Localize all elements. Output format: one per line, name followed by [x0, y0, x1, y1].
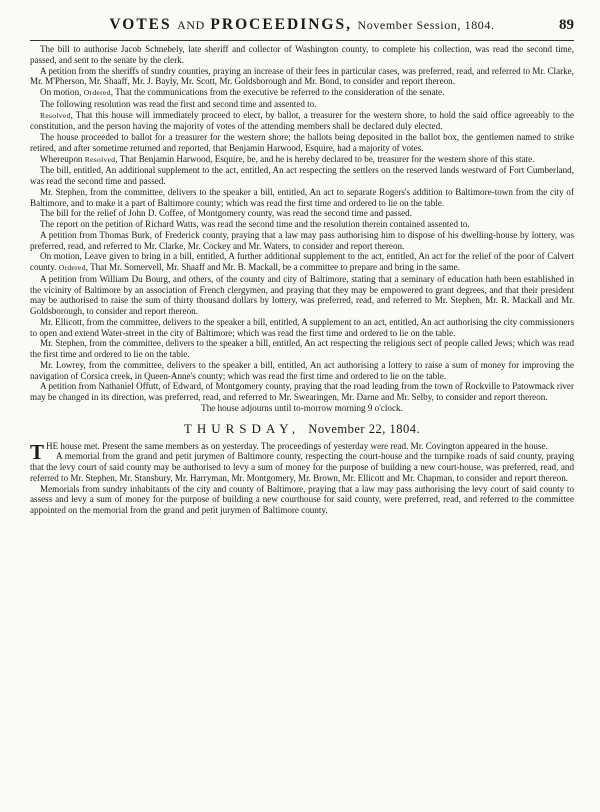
running-title-and: AND	[177, 18, 205, 32]
paragraph-ordered	[30, 87, 574, 99]
paragraph-resolved	[30, 110, 574, 133]
paragraph: A petition from the sheriffs of sundry counties, praying an increase of their fees in particular cases, was preferred, read, and referred to Mr. Clarke, Mr. M'Pherson, Mr. Shaaff, Mr. J. Bayly, Mr. Scott, Mr. Goldsborough and Mr. Bond, to consider and report thereon.	[30, 65, 574, 87]
text: HE house met. Present the same members as on yesterday. The proceedings of yesterday were read. Mr. Covington appeared in the house.	[46, 440, 548, 451]
paragraph: A petition from Thomas Burk, of Frederick county, praying that a law may pass authorising him to dispose of his dwelling-house by lottery, was preferred, read, and referred to Mr. Clarke, Mr. Cockey and Mr. Waters, to consider and report thereon.	[30, 229, 574, 251]
paragraph-house-met	[30, 439, 574, 464]
adjournment-line: The house adjourns until to-morrow morning 9 o'clock.	[201, 402, 403, 413]
paragraph: The bill, entitled, An additional supplement to the act, entitled, An act respecting the settlers on the reserved lands westward of Fort Cumberland, was read the second time and passed.	[30, 165, 574, 186]
paragraph: The following resolution was read the first and second time and assented to.	[40, 98, 317, 109]
resolved-word: Resolved	[84, 154, 116, 164]
day-name: THURSDAY,	[183, 420, 301, 436]
drop-cap: T	[30, 439, 45, 464]
paragraph: A petition from Nathaniel Offutt, of Edward, of Montgomery county, praying that the road leading from the town of Rockville to Patowmack river may be changed in its direction, was preferred, read, and referred to Mr. Swearingen, Mr. Darne and Mr. Selby, to consider and report thereon.	[30, 381, 574, 402]
paragraph: A petition from William Du Bourg, and others, of the county and city of Baltimore, stating that a seminary of education hath been established in the vicinity of Baltimore by an association of French clergymen, and praying that they may be empowered to grant degrees, and that their president may be authorised to raise the sum of thirty thousand dollars by lottery, was preferred, read, and referred to Mr. Stephen, Mr. R. Mackall and Mr. Goldsborough, to consider and report thereon.	[30, 273, 574, 316]
paragraph: Mr. Stephen, from the committee, delivers to the speaker a bill, entitled, An act respecting the religious sect of people called Jews; which was read the first time and ordered to lie on the table.	[30, 338, 574, 359]
paragraph: Memorials from sundry inhabitants of the city and county of Baltimore, praying that a law may pass authorising the levy court of said county to assess and levy a sum of money for the purpose of building a new courthouse for said county, were preferred, read, and referred to the committee appointed on the memorial from the grand and petit jurymen of Baltimore county.	[30, 483, 574, 515]
running-title-session: November Session, 1804.	[357, 18, 495, 32]
paragraph: The bill to authorise Jacob Schnebely, late sheriff and collector of Washington county, to complete his collection, was read the second time, passed, and sent to the senate by the clerk.	[30, 44, 574, 65]
day-date: November 22, 1804.	[308, 421, 421, 436]
text: , That this house will immediately proceed to elect, by ballot, a treasurer for the western shore, to hold the said office agreeably to the constitution, and the person having the majority of votes of the attending members shall be declared duly elected.	[30, 109, 574, 132]
text: , That Benjamin Harwood, Esquire, be, and he is hereby declared to be, treasurer for the western shore of this state.	[115, 153, 535, 164]
paragraph-whereupon	[30, 154, 574, 166]
text: On motion, Leave given to bring in a bill, entitled, A further additional supplement to the act, entitled, An act for the relief of the poor of Calvert county.	[30, 251, 574, 272]
running-header	[30, 10, 574, 41]
paragraph: Mr. Lowrey, from the committee, delivers to the speaker a bill, entitled, An act authorising a lottery to raise a sum of money for improving the navigation of Corsica creek, in Queen-Anne's county; which was read the first time and ordered to lie on the table.	[30, 359, 574, 381]
running-title-votes: VOTES	[109, 16, 172, 33]
paragraph: The house proceeded to ballot for a treasurer for the western shore; the ballots being deposited in the ballot box, the gentlemen named to strike retired, and after sometime returned and reported, that Benjamin Harwood, Esquire, had a majority of votes.	[30, 132, 574, 153]
text: Whereupon	[40, 153, 85, 164]
page-number: 89	[559, 17, 574, 33]
paragraph: Mr. Stephen, from the committee, delivers to the speaker a bill, entitled, An act to separate Rogers's addition to Baltimore-town from the city of Baltimore, and to make it a part of Baltimore county; which was read the first time and ordered to lie on the table.	[30, 186, 574, 208]
document-body	[30, 44, 574, 516]
paragraph-leave	[30, 251, 574, 274]
text: , That the communications from the executive be referred to the consideration of the senate.	[110, 87, 445, 97]
ordered-word: Ordered	[83, 88, 111, 97]
paragraph: Mr. Ellicott, from the committee, delivers to the speaker a bill, entitled, A supplement to an act, entitled, An act authorising the city commissioners to open and extend Water-street in the city of Baltimore; which was read the first time and ordered to lie on the table.	[30, 316, 574, 338]
resolved-word: Resolved	[40, 110, 71, 120]
running-title-proceedings: PROCEEDINGS,	[210, 16, 352, 33]
text: , That Mr. Somervell, Mr. Shaaff and Mr. B. Mackall, be a committee to prepare and bring in the same.	[85, 262, 460, 272]
running-title	[109, 16, 494, 33]
paragraph: A memorial from the grand and petit jurymen of Baltimore county, respecting the court-house and the turnpike roads of said county, praying that the levy court of said county may be authorised to levy a sum of money for the purpose of building a new court-house, was preferred, read, and referred to Mr. Stephen, Mr. Stansbury, Mr. Harryman, Mr. Montgomery, Mr. Brown, Mr. Ellicott and Mr. Chapman, to consider and report thereon.	[30, 451, 574, 483]
text: On motion,	[40, 87, 84, 97]
ordered-word: Ordered	[58, 263, 86, 272]
day-heading	[30, 420, 574, 438]
paragraph: The bill for the relief of John D. Coffee, of Montgomery county, was read the second time and passed.	[40, 208, 412, 219]
paragraph: The report on the petition of Richard Watts, was read the second time and the resolution therein contained assented to.	[40, 219, 470, 229]
